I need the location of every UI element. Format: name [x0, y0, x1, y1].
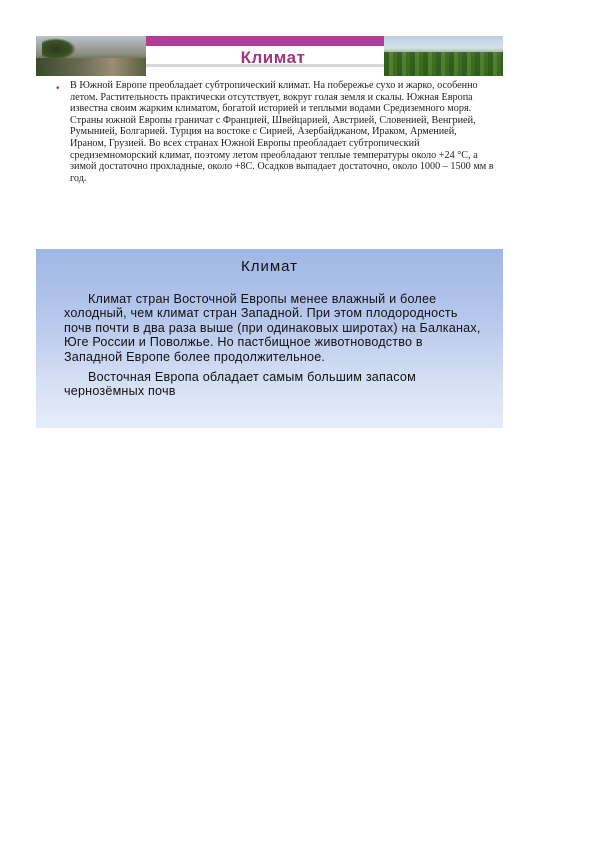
paragraph: Восточная Европа обладает самым большим запасом чернозёмных почв — [64, 370, 416, 399]
landscape-photo-left — [36, 36, 146, 76]
slide-banner — [36, 36, 503, 76]
slide-title: Климат — [240, 48, 306, 67]
slide-title: Климат — [240, 258, 299, 275]
forest-photo-right — [384, 36, 503, 76]
paragraph: Климат стран Восточной Европы менее влажный и более холодный, чем климат стран Западной. При этом плодородность почв почти в два раза вышe (при одинаковых широтах) на Балканах, Юге России и Поволжье. Но пастбищное животноводство в Западной Европе более продолжительное. — [64, 292, 481, 364]
slide-body-text: В Южной Европе преобладает субтропический климат. На побережье сухо и жарко, особенно летом. Растительность практически отсутствует, вокруг голая земля и скалы. Южная Европа известна своим жарким климатом, богатой историей и теплыми водами Средиземного моря. Страны южной Европы граничат с Францией, Швейцарией, Австрией, Словенией, Венгрией, Румынией, Болгарией. Турция на востоке с Сирией, Азербайджаном, Ираком, Арменией, Ираном, Грузией. Во всех странах Южной Европы преобладает субтропический средиземноморский климат, поэтому летом преобладают теплые температуры около +24 °С, а зимой достаточно прохладные, около +8С. Осадков выпадает достаточно, около 1000 – 1500 мм в год. — [70, 80, 494, 184]
hill-shape — [36, 58, 146, 76]
bullet-icon: • — [56, 83, 60, 94]
slide-southern-europe-climate — [36, 36, 503, 234]
banner-magenta-band — [146, 36, 384, 46]
tree-shape — [42, 38, 76, 60]
slide-eastern-europe-climate — [36, 249, 503, 428]
forest-trees-shape — [384, 52, 503, 76]
slide-body-text — [64, 292, 484, 405]
